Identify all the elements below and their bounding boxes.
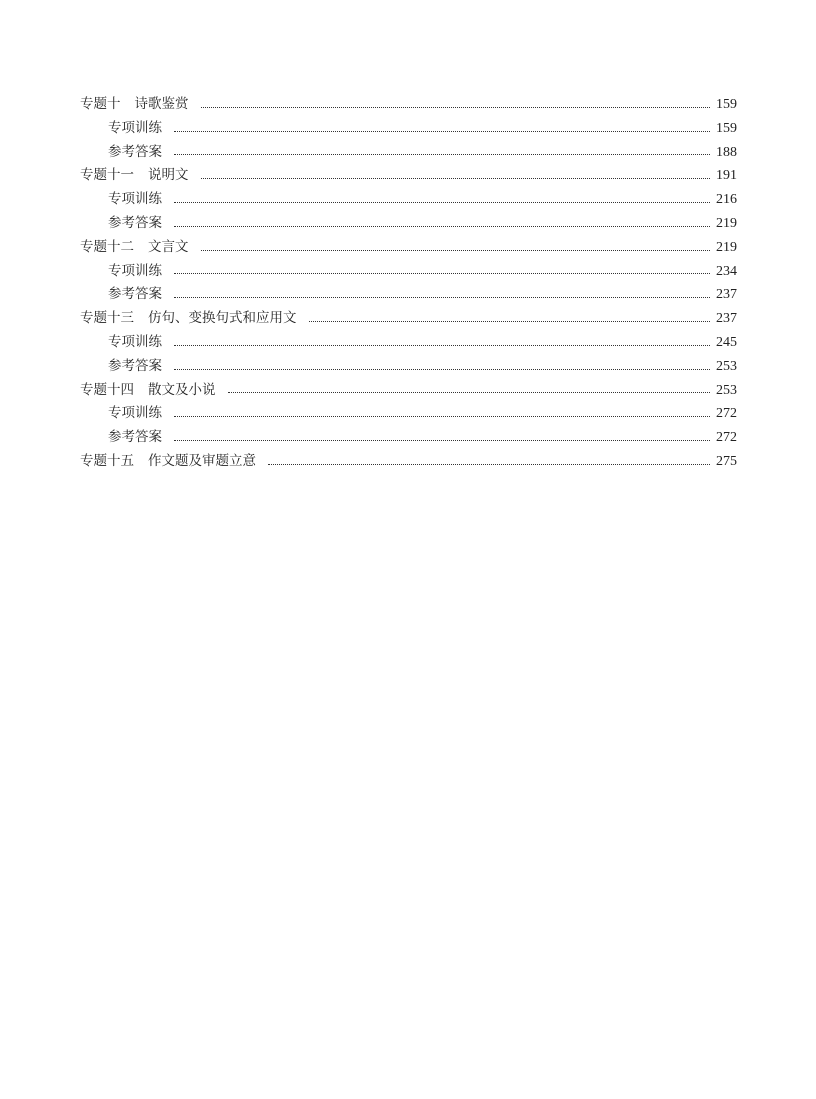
chapter-title: 说明文 [148, 167, 189, 184]
page-number: 272 [716, 430, 737, 446]
toc-sub-entry[interactable] [80, 355, 737, 379]
toc-sub-entry[interactable] [80, 212, 737, 236]
dot-leader [201, 106, 711, 108]
chapter-title: 仿句、变换句式和应用文 [148, 310, 297, 327]
toc-chapter-entry[interactable] [80, 307, 737, 331]
page-number: 275 [716, 453, 737, 469]
chapter-number: 专题十 [80, 96, 121, 112]
chapter-number: 专题十五 [80, 452, 134, 469]
dot-leader [201, 249, 711, 251]
entry-title: 参考答案 [108, 143, 162, 160]
dot-leader [309, 320, 711, 322]
toc-sub-entry[interactable] [80, 141, 737, 165]
entry-title: 参考答案 [108, 357, 162, 374]
toc-chapter-entry[interactable] [80, 93, 737, 117]
page-number: 253 [716, 382, 737, 398]
entry-title: 参考答案 [108, 286, 162, 303]
toc-sub-entry[interactable] [80, 402, 737, 426]
chapter-number: 专题十二 [80, 238, 134, 255]
dot-leader [174, 272, 710, 274]
entry-title: 参考答案 [108, 214, 162, 231]
dot-leader [174, 225, 710, 227]
entry-title: 专项训练 [108, 191, 162, 208]
toc-chapter-entry[interactable] [80, 236, 737, 260]
toc-chapter-entry[interactable] [80, 450, 737, 474]
dot-leader [174, 201, 710, 203]
dot-leader [174, 153, 710, 155]
page-number: 191 [716, 168, 737, 184]
page-number: 188 [716, 144, 737, 160]
page-number: 253 [716, 358, 737, 374]
page-number: 219 [716, 215, 737, 231]
dot-leader [201, 177, 711, 179]
page-number: 234 [716, 263, 737, 279]
toc-sub-entry[interactable] [80, 426, 737, 450]
chapter-title: 散文及小说 [148, 381, 216, 398]
dot-leader [268, 463, 710, 465]
toc-chapter-entry[interactable] [80, 379, 737, 403]
toc-sub-entry[interactable] [80, 188, 737, 212]
toc-sub-entry[interactable] [80, 331, 737, 355]
table-of-contents [80, 93, 737, 474]
dot-leader [174, 368, 710, 370]
page-number: 237 [716, 311, 737, 327]
chapter-number: 专题十三 [80, 310, 134, 327]
toc-sub-entry[interactable] [80, 117, 737, 141]
chapter-number: 专题十一 [80, 167, 134, 184]
chapter-title: 诗歌鉴赏 [134, 96, 189, 112]
page-number: 219 [716, 239, 737, 255]
entry-title: 专项训练 [108, 119, 162, 136]
page-number: 159 [716, 120, 737, 136]
dot-leader [174, 344, 710, 346]
entry-title: 参考答案 [108, 429, 162, 446]
toc-sub-entry[interactable] [80, 260, 737, 284]
toc-sub-entry[interactable] [80, 283, 737, 307]
dot-leader [174, 415, 710, 417]
dot-leader [174, 439, 710, 441]
page-number: 216 [716, 192, 737, 208]
page-number: 237 [716, 287, 737, 303]
entry-title: 专项训练 [108, 262, 162, 279]
chapter-title: 文言文 [148, 238, 189, 255]
dot-leader [174, 130, 710, 132]
toc-chapter-entry[interactable] [80, 164, 737, 188]
page-number: 159 [716, 97, 737, 112]
chapter-title: 作文题及审题立意 [148, 452, 256, 469]
chapter-number: 专题十四 [80, 381, 134, 398]
dot-leader [174, 296, 710, 298]
page-number: 272 [716, 406, 737, 422]
dot-leader [228, 391, 711, 393]
entry-title: 专项训练 [108, 333, 162, 350]
entry-title: 专项训练 [108, 405, 162, 422]
page-number: 245 [716, 334, 737, 350]
